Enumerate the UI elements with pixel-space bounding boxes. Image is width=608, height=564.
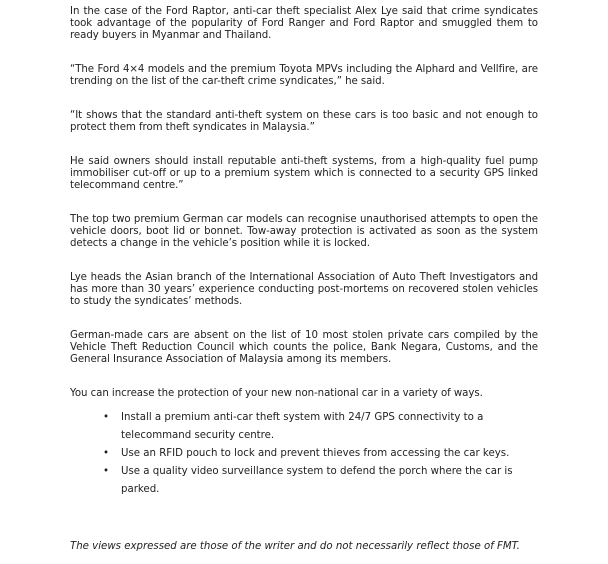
- paragraph-german-models: The top two premium German car models can recognise unauthorised attempts to open the vehicle doors, boot lid or bonnet. Tow-away protection is activated as soon as the system detects a change in the vehicle’s position while it is locked.: [70, 214, 538, 249]
- protection-tips-list: [103, 409, 523, 499]
- paragraph-ford-raptor: In the case of the Ford Raptor, anti-car theft specialist Alex Lye said that crime syndicates took advantage of the popularity of Ford Ranger and Ford Raptor and smuggled them to ready buyers in Myanmar and Thailand.: [70, 6, 538, 41]
- bullet-icon: •: [103, 448, 110, 459]
- list-item-text: Use an RFID pouch to lock and prevent thieves from accessing the car keys.: [121, 448, 510, 459]
- paragraph-increase-protection: You can increase the protection of your new non-national car in a variety of ways.: [70, 388, 483, 399]
- list-item: [103, 463, 523, 499]
- paragraph-install-systems: He said owners should install reputable anti-theft systems, from a high-quality fuel pump immobiliser cut-off or up to a premium system which is connected to a security GPS linked telecommand centre.”: [70, 156, 538, 191]
- paragraph-quote-basic: “It shows that the standard anti-theft system on these cars is too basic and not enough to protect them from theft syndicates in Malaysia.”: [70, 110, 538, 133]
- paragraph-stolen-list: German-made cars are absent on the list of 10 most stolen private cars compiled by the Vehicle Theft Reduction Council which counts the police, Bank Negara, Customs, and the General Insurance Association of Malaysia among its members.: [70, 330, 538, 365]
- list-item-text: Use a quality video surveillance system to defend the porch where the car is parked.: [121, 466, 513, 495]
- disclaimer: The views expressed are those of the writer and do not necessarily reflect those of FMT.: [70, 541, 520, 552]
- article-body: [70, 6, 538, 400]
- bullet-icon: •: [103, 466, 110, 477]
- list-item: [103, 445, 523, 463]
- list-item-text: Install a premium anti-car theft system with 24/7 GPS connectivity to a telecommand security centre.: [121, 412, 484, 441]
- paragraph-quote-trending: “The Ford 4×4 models and the premium Toyota MPVs including the Alphard and Vellfire, are trending on the list of the car-theft crime syndicates,” he said.: [70, 64, 538, 87]
- paragraph-lye-background: Lye heads the Asian branch of the International Association of Auto Theft Investigators and has more than 30 years’ experience conducting post-mortems on recovered stolen vehicles to study the syndicates’ methods.: [70, 272, 538, 307]
- bullet-icon: •: [103, 412, 110, 423]
- list-item: [103, 409, 523, 445]
